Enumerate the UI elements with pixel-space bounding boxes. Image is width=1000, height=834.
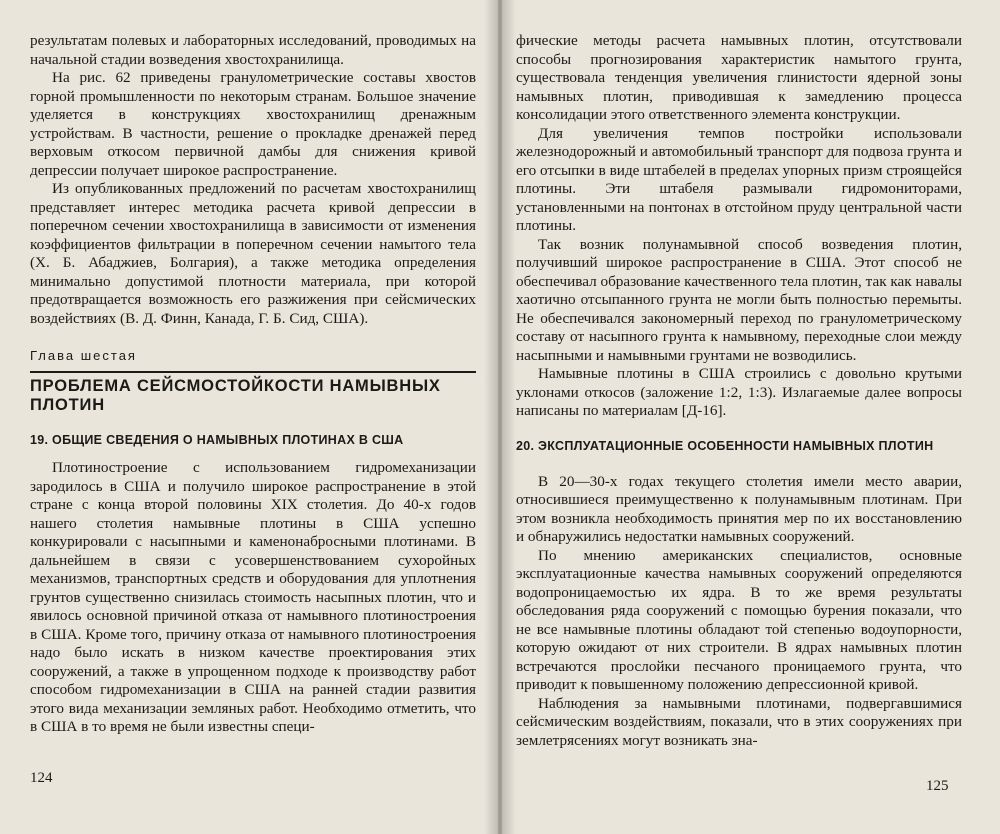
section-19-title: 19. ОБЩИЕ СВЕДЕНИЯ О НАМЫВНЫХ ПЛОТИНАХ В США: [30, 433, 404, 447]
right-paragraph-3: Так возник полунамывной способ возведения плотин, получивший широкое распространение в США. Этот способ не обеспечивал образование качественного тела плотин, так как навалы хаотично отсыпанного грунта не могли быть полностью перемыты. Не обеспечивался закономерный переход по гранулометрическому составу от насыпного грунта к намывному, переходные слои между насыпными и намывными грунтами не возводились.: [516, 235, 962, 364]
section-20-paragraph-1: В 20—30-х годах текущего столетия имели место аварии, относившиеся преимущественно к полунамывным плотинам. При этом возникла необходимость принятия мер по их восстановлению и обнаружились недостатки намывных сооружений.: [516, 472, 962, 545]
left-paragraph-3: Из опубликованных предложений по расчетам хвостохранилищ представляет интерес методика расчета кривой депрессии в поперечном сечении хвостохранилища в зависимости от изменения коэффициентов фильтрации в поперечном сечении намытого тела (Х. Б. Абаджиев, Болгария), а также методика определения минимально допустимой плотности материала, при которой предотвращается возможность его разжижения при сейсмических воздействиях (В. Д. Финн, Канада, Г. Б. Сид, США).: [30, 180, 476, 327]
left-page-text-column: [30, 32, 476, 737]
left-paragraph-2: На рис. 62 приведены гранулометрические составы хвостов горной промышленности по некоторым странам. Большое значение уделяется в конструкциях хвостохранилищ дренажным устройствам. В частности, решение о прокладке дренажей перед верховым откосом первичной дамбы для снижения кривой депрессии получает широкое распространение.: [30, 69, 476, 179]
section-19-paragraph: Плотиностроение с использованием гидромеханизации зародилось в США и получило широкое распространение в этой стране с конца второй половины XIX столетия. До 40-х годов нашего столетия намывные плотины в США успешно конкурировали с насыпными и каменонабросными плотинами. В дальнейшем в связи с усовершенствованием сухоройных механизмов, транспортных средств и оборудования для уплотнения грунтов существенно снизилась стоимость насыпных плотин, что и явилось основной причиной отказа от намывного плотиностроения в США. Кроме того, причину отказа от намывного плотиностроения надо было искать в низком качестве проектирования этих сооружений, а также в упрощенном подходе к производству работ способом гидромеханизации в США на ранней стадии развития этого вида механизации земляных работ. Необходимо отметить, что в США в то время не были известны специ-: [30, 459, 476, 735]
right-page: [502, 0, 1000, 834]
right-paragraph-2: Для увеличения темпов постройки использовали железнодорожный и автомобильный транспорт для подвоза грунта и его отсыпки в виде штабелей в пределах упорных призм строящейся плотины. Эти штабеля размывали гидромониторами, установленными на понтонах в отстойном пруду центральной части плотины.: [516, 124, 962, 234]
chapter-title: ПРОБЛЕМА СЕЙСМОСТОЙКОСТИ НАМЫВНЫХ ПЛОТИН: [30, 371, 476, 419]
chapter-label: Глава шестая: [30, 348, 137, 363]
right-page-text-column: [516, 32, 962, 750]
page-number-right: 125: [926, 778, 949, 794]
left-paragraph-1: результатам полевых и лабораторных исследований, проводимых на начальной стадии возведения хвостохранилища.: [30, 32, 476, 68]
left-page: [0, 0, 498, 834]
section-20-paragraph-2: По мнению американских специалистов, основные эксплуатационные качества намывных сооружений определяются водопроницаемостью их ядра. В то же время результаты обследования ряда сооружений с помощью бурения показали, что не все намывные плотины обладают той степенью водоупорности, которую ожидают от них строители. В ядрах намывных плотин встречаются прослойки песчаного проницаемого грунта, что приводит к повышенному положению депрессионной кривой.: [516, 546, 962, 693]
right-paragraph-4: Намывные плотины в США строились с довольно крутыми уклонами откосов (заложение 1:2, 1:3). Излагаемые далее вопросы написаны по материалам [Д-16].: [516, 365, 962, 419]
section-20-title: 20. ЭКСПЛУАТАЦИОННЫЕ ОСОБЕННОСТИ НАМЫВНЫХ ПЛОТИН: [516, 438, 934, 453]
right-paragraph-1: фические методы расчета намывных плотин, отсутствовали способы прогнозирования характеристик намытого грунта, существовала тенденция увеличения глинистости ядерной зоны намывных плотин, приводившая к замедлению процесса консолидации этого ответственного элемента конструкции.: [516, 32, 962, 123]
page-number-left: 124: [30, 770, 53, 786]
section-20-paragraph-3: Наблюдения за намывными плотинами, подвергавшимися сейсмическим воздействиям, показали, что в этих сооружениях при землетрясениях могут возникать зна-: [516, 694, 962, 749]
